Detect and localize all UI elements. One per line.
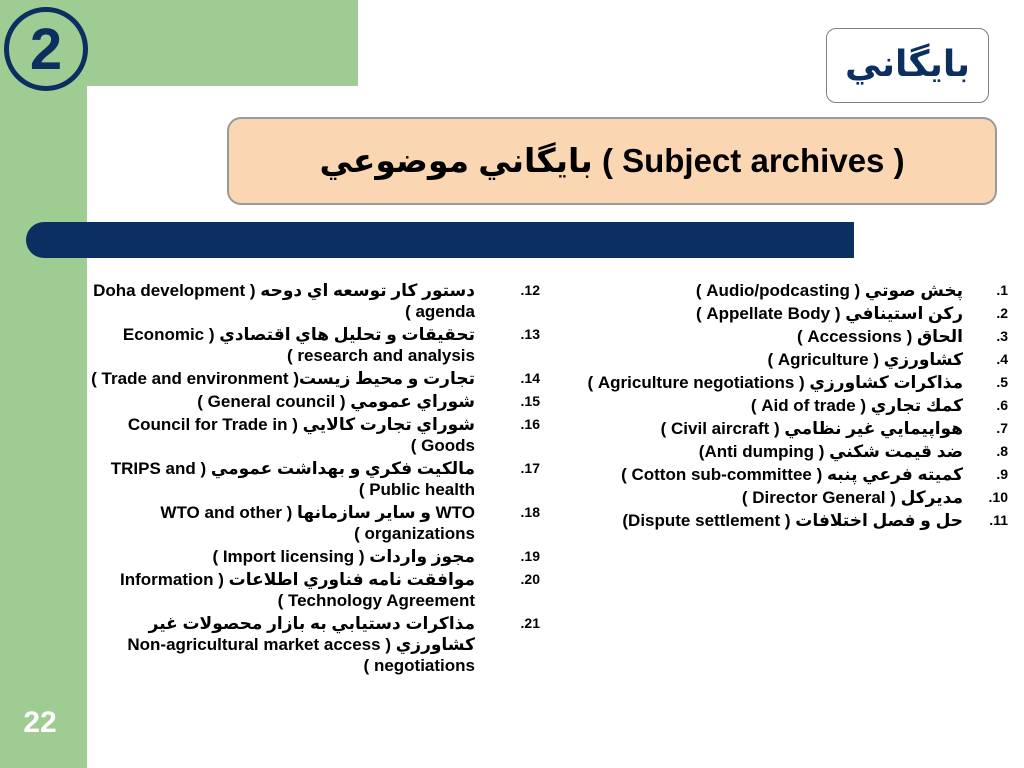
item-text: تحقيقات و تحليل هاي اقتصادي ( Economic research and analysis ) — [122, 325, 475, 365]
item-text: دستور كار توسعه اي دوحه ( Doha development agenda ) — [93, 281, 475, 321]
list-item — [70, 324, 540, 366]
item-text: مجوز واردات ( Import licensing ) — [212, 547, 475, 566]
white-rounded-corner — [87, 86, 177, 176]
item-number: 9. — [996, 466, 1008, 482]
item-text: مالكيت فكري و بهداشت عمومي ( TRIPS and Public health ) — [110, 459, 475, 499]
list-item — [548, 464, 1008, 485]
item-number: 10. — [988, 489, 1008, 505]
list-item — [70, 569, 540, 611]
list-item — [548, 326, 1008, 347]
item-number: 5. — [996, 374, 1008, 390]
item-text: هواپيمايي غير نظامي ( Civil aircraft ) — [660, 419, 963, 438]
list-item — [70, 280, 540, 322]
item-number: 6. — [996, 397, 1008, 413]
list-item — [70, 391, 540, 412]
item-number: 8. — [996, 443, 1008, 459]
item-text: ركن استينافي ( Appellate Body ) — [695, 304, 963, 323]
item-text: WTO و ساير سازمانها ( WTO and other organizations ) — [160, 503, 475, 543]
list-item — [548, 395, 1008, 416]
item-text: الحاق ( Accessions ) — [796, 327, 963, 346]
page-number: 22 — [23, 706, 57, 739]
item-number: 14. — [520, 370, 540, 386]
item-text: كشاورزي ( Agriculture ) — [767, 350, 963, 369]
item-number: 12. — [520, 282, 540, 298]
item-number: 18. — [520, 504, 540, 520]
list-left — [70, 280, 540, 678]
item-number: 17. — [520, 460, 540, 476]
item-text: پخش صوتي ( Audio/podcasting ) — [695, 281, 963, 300]
item-text: ضد قيمت شكني ( Anti dumping) — [698, 442, 963, 461]
list-item — [548, 510, 1008, 531]
list-item — [548, 303, 1008, 324]
item-number: 13. — [520, 326, 540, 342]
list-item — [70, 546, 540, 567]
item-text: موافقت نامه فناوري اطلاعات ( Information Technology Agreement ) — [120, 570, 475, 610]
item-text: مذاكرات كشاورزي ( Agriculture negotiations ) — [587, 373, 963, 392]
item-text: مذاكرات دستيابي به بازار محصولات غير كشاورزي ( Non-agricultural market access negotiations ) — [127, 614, 475, 675]
item-number: 15. — [520, 393, 540, 409]
list-item — [548, 349, 1008, 370]
item-number: 3. — [996, 328, 1008, 344]
list-item — [548, 487, 1008, 508]
item-number: 11. — [989, 512, 1008, 528]
list-item — [548, 372, 1008, 393]
list-item — [548, 418, 1008, 439]
list-item — [70, 502, 540, 544]
item-text: كميته فرعي پنبه ( Cotton sub-committee ) — [621, 465, 963, 484]
item-number: 21. — [520, 615, 540, 631]
item-text: كمك تجاري ( Aid of trade ) — [750, 396, 963, 415]
item-number: 16. — [520, 416, 540, 432]
divider-bar — [26, 222, 854, 258]
list-right — [548, 280, 1008, 533]
item-number: 19. — [520, 548, 540, 564]
list-item — [70, 414, 540, 456]
item-number: 1. — [996, 282, 1008, 298]
list-item — [70, 613, 540, 676]
item-text: مديركل ( Director General ) — [741, 488, 963, 507]
slide-number-badge: 2 — [4, 7, 88, 91]
list-item — [548, 441, 1008, 462]
list-item — [70, 458, 540, 500]
item-text: شوراي عمومي ( General council ) — [197, 392, 475, 411]
item-number: 2. — [996, 305, 1008, 321]
title-box: بايگاني — [826, 28, 989, 103]
item-number: 4. — [996, 351, 1008, 367]
list-item — [70, 368, 540, 389]
item-number: 7. — [996, 420, 1008, 436]
list-item — [548, 280, 1008, 301]
item-number: 20. — [520, 571, 540, 587]
item-text: تجارت و محيط زيست( Trade and environment ) — [91, 369, 475, 388]
item-text: حل و فصل اختلافات ( Dispute settlement) — [622, 511, 963, 530]
item-text: شوراي تجارت كالايي ( Council for Trade in Goods ) — [127, 415, 475, 455]
subtitle-box: بايگاني موضوعي ( Subject archives ) — [227, 117, 997, 205]
